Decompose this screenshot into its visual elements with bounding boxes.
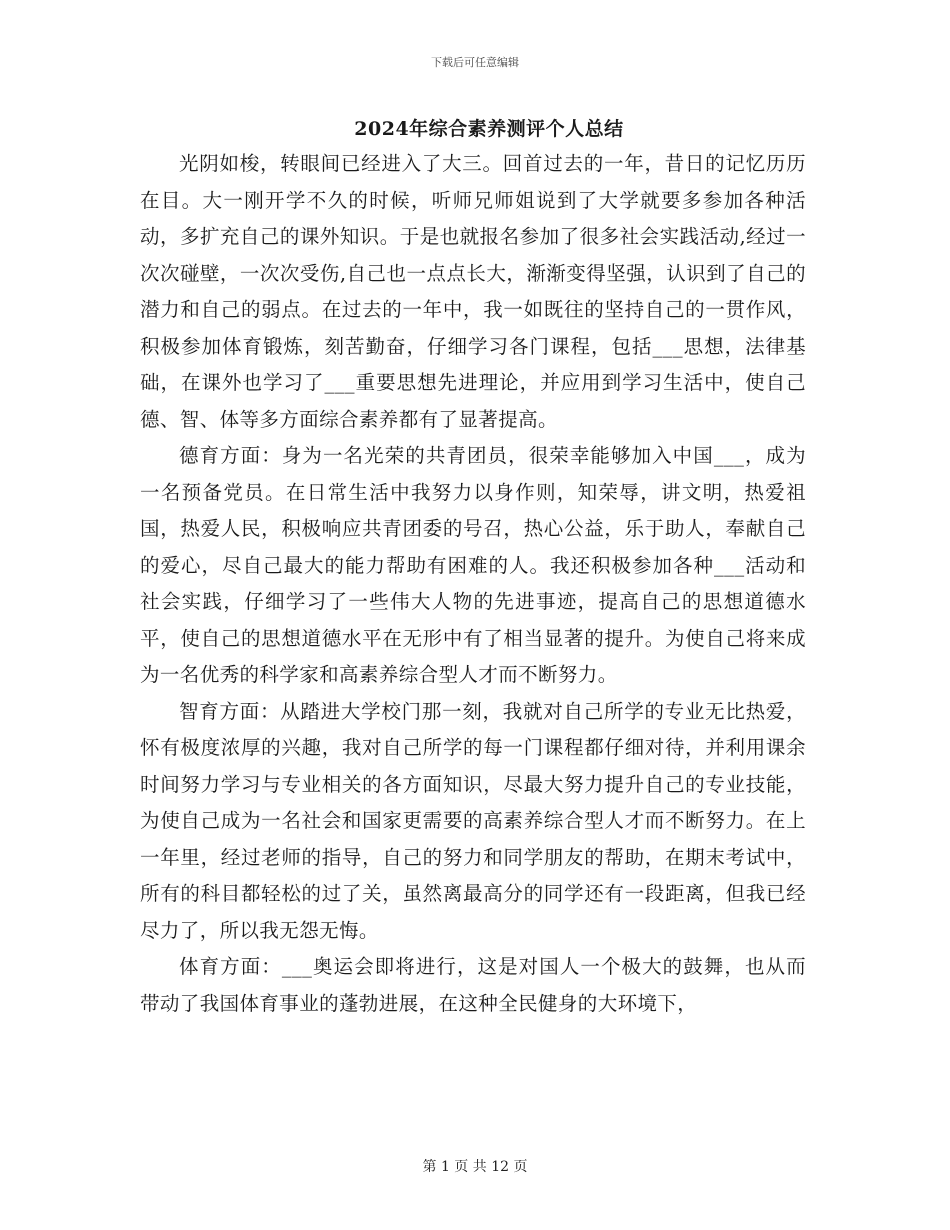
page-header: 下载后可任意编辑: [431, 56, 519, 69]
paragraph-moral-education: 德育方面：身为一名光荣的共青团员，很荣幸能够加入中国___，成为一名预备党员。在日常生活中我努力以身作则，知荣辱，讲文明，热爱祖国，热爱人民，积极响应共青团委的号召，热心公益，乐于助人，奉献自己的爱心，尽自己最大的能力帮助有困难的人。我还积极参加各种___活动和社会实践，仔细学习了一些伟大人物的先进事迹，提高自己的思想道德水平，使自己的思想道德水平在无形中有了相当显著的提升。为使自己将来成为一名优秀的科学家和高素养综合型人才而不断努力。: [140, 444, 806, 686]
paragraph-intro: 光阴如梭，转眼间已经进入了大三。回首过去的一年，昔日的记忆历历在目。大一刚开学不久的时候，听师兄师姐说到了大学就要多参加各种活动，多扩充自己的课外知识。于是也就报名参加了很多社会实践活动,经过一次次碰壁，一次次受伤,自己也一点点长大，渐渐变得坚强，认识到了自己的潜力和自己的弱点。在过去的一年中，我一如既往的坚持自己的一贯作风，积极参加体育锻炼，刻苦勤奋，仔细学习各门课程，包括___思想，法律基础，在课外也学习了___重要思想先进理论，并应用到学习生活中，使自己德、智、体等多方面综合素养都有了显著提高。: [140, 152, 806, 431]
document-body: [140, 146, 806, 1022]
page-number: 第 1 页 共 12 页: [422, 1159, 528, 1175]
paragraph-physical-education: 体育方面：___奥运会即将进行，这是对国人一个极大的鼓舞，也从而带动了我国体育事业的蓬勃进展，在这种全民健身的大环境下，: [140, 955, 806, 1015]
paragraph-intellectual-education: 智育方面：从踏进大学校门那一刻，我就对自己所学的专业无比热爱，怀有极度浓厚的兴趣，我对自己所学的每一门课程都仔细对待，并利用课余时间努力学习与专业相关的各方面知识，尽最大努力提升自己的专业技能，为使自己成为一名社会和国家更需要的高素养综合型人才而不断努力。在上一年里，经过老师的指导，自己的努力和同学朋友的帮助，在期末考试中，所有的科目都轻松的过了关，虽然离最高分的同学还有一段距离，但我已经尽力了，所以我无怨无悔。: [140, 699, 806, 942]
document-title: 2024年综合素养测评个人总结: [354, 118, 624, 140]
